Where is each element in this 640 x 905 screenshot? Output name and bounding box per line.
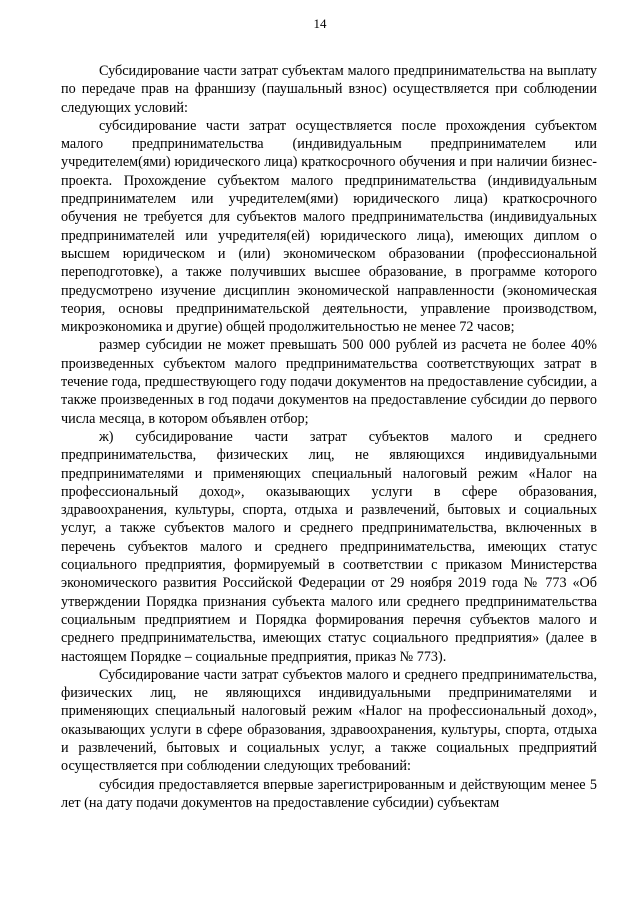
paragraph-training-condition: субсидирование части затрат осуществляется после прохождения субъектом малого предпринимательства (индивидуальным предпринимателем или учредителем(ями) юридического лица) краткосрочного обучения и при наличии бизнес-проекта. Прохождение субъектом малого предпринимательства (индивидуальным предпринимателем или учредителем(ями) юридического лица) краткосрочного обучения не требуется для субъектов малого предпринимательства (индивидуальных предпринимателей или учредителя(ей) юридического лица), имеющих диплом о высшем юридическом и (или) экономическом образовании (профессиональной переподготовке), а также получивших высшее образование, в программе которого предусмотрено изучение дисциплин экономической направленности (экономическая теория, основы предпринимательской деятельности, управление производством, микроэкономика и другие) общей продолжительностью не менее 72 часов; [61,117,597,336]
paragraph-item-zh: ж) субсидирование части затрат субъектов малого и среднего предпринимательства, физических лиц, не являющихся индивидуальными предпринимателями и применяющих специальный налоговый режим «Налог на профессиональный доход», оказывающих услуги в сфере образования, здравоохранения, культуры, спорта, отдыха и развлечений, бытовых и социальных услуг, а также субъектов малого и среднего предпринимательства, включенных в перечень субъектов малого и среднего предпринимательства, имеющих статус социального предприятия, формируемый в соответствии с приказом Министерства экономического развития Российской Федерации от 29 ноября 2019 года № 773 «Об утверждении Порядка признания субъекта малого или среднего предпринимательства социальным предприятием и Порядка формирования перечня субъектов малого и среднего предпринимательства, имеющих статус социального предприятия» (далее в настоящем Порядке – социальные предприятия, приказ № 773). [61,428,597,665]
paragraph-franchise-intro: Субсидирование части затрат субъектам малого предпринимательства на выплату по передаче прав на франшизу (паушальный взнос) осуществляется при соблюдении следующих условий: [61,63,597,116]
paragraph-subsidy-amount: размер субсидии не может превышать 500 000 рублей из расчета не более 40% произведенных субъектом малого предпринимательства соответствующих затрат в течение года, предшествующего году подачи документов на предоставление субсидии, а также произведенных в год подачи документов на предоставление субсидии до первого числа месяца, в котором объявлен отбор; [61,337,597,427]
paragraph-first-registered: субсидия предоставляется впервые зарегистрированным и действующим менее 5 лет (на дату подачи документов на предоставление субсидии) субъектам [61,776,597,811]
page-number: 14 [313,16,327,31]
paragraph-social-services: Субсидирование части затрат субъектов малого и среднего предпринимательства, физических лиц, не являющихся индивидуальными предпринимателями и применяющих специальный налоговый режим «Налог на профессиональный доход», оказывающих услуги в сфере образования, здравоохранения, культуры, спорта, отдыха и развлечений, бытовых и социальных услуг, а также социальных предприятий осуществляется при соблюдении следующих требований: [61,666,597,775]
body-text [61,62,597,812]
